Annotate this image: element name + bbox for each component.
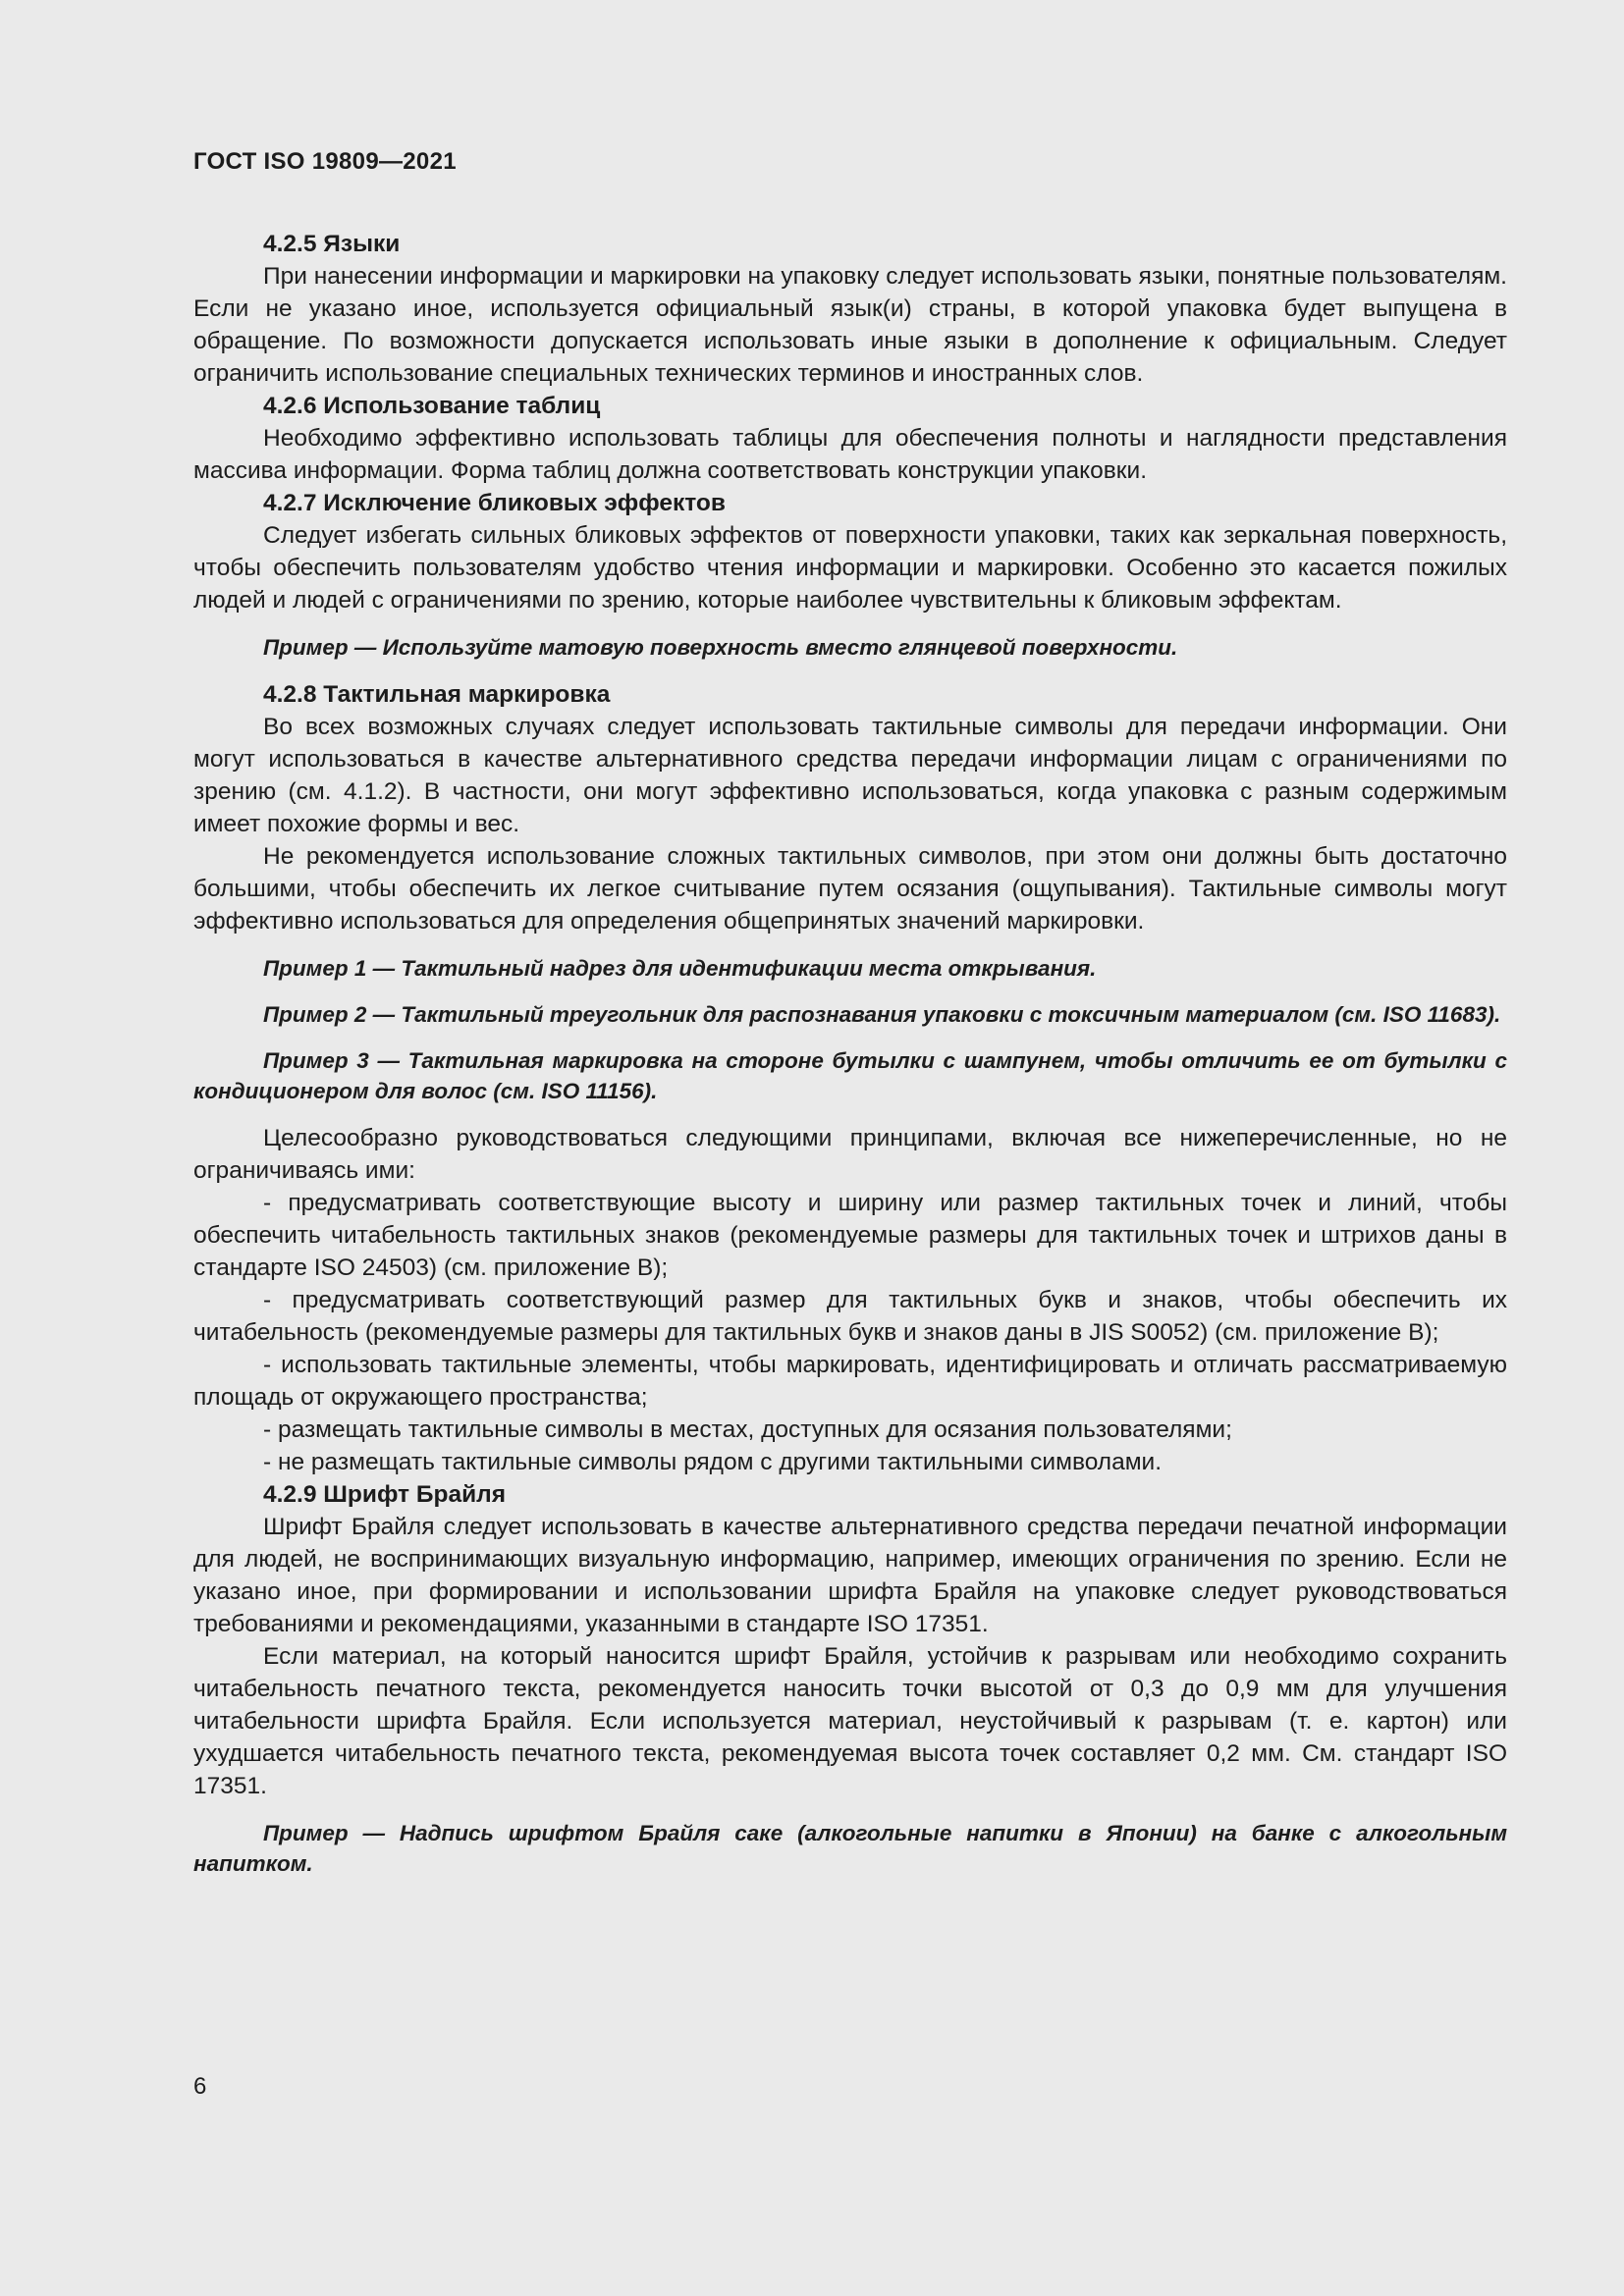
paragraph: Не рекомендуется использование сложных тактильных символов, при этом они должны быть достаточно большими, чтобы обеспечить их легкое считывание путем осязания (ощупывания). Тактильные символы могут эффективно использоваться для определения общепринятых значений маркировки. — [193, 843, 1507, 934]
document-body — [193, 228, 1507, 1895]
paragraph: При нанесении информации и маркировки на упаковку следует использовать языки, понятные пользователям. Если не указано иное, используется официальный язык(и) страны, в которой упаковка будет выпущена в обращение. По возможности допускается использовать иные языки в дополнение к официальным. Следует ограничить использование специальных технических терминов и иностранных слов. — [193, 263, 1507, 387]
example-note-1: Пример 1 — Тактильный надрез для идентификации места открывания. — [263, 956, 1097, 981]
section-heading-4-2-9: 4.2.9 Шрифт Брайля — [263, 1481, 506, 1508]
example-note: Пример — Используйте матовую поверхность вместо глянцевой поверхности. — [263, 635, 1178, 660]
list-item: - предусматривать соответствующие высоту и ширину или размер тактильных точек и линий, чтобы обеспечить читабельность тактильных знаков (рекомендуемые размеры для тактильных точек и штрихов даны в стандарте ISO 24503) (см. приложение В); — [193, 1190, 1507, 1281]
list-item: - не размещать тактильные символы рядом с другими тактильными символами. — [263, 1449, 1163, 1475]
document-page — [193, 0, 1507, 2296]
paragraph: Шрифт Брайля следует использовать в качестве альтернативного средства передачи печатной информации для людей, не воспринимающих визуальную информацию, например, имеющих ограничения по зрению. Если не указано иное, при формировании и использовании шрифта Брайля на упаковке следует руководствоваться требованиями и рекомендациями, указанными в стандарте ISO 17351. — [193, 1514, 1507, 1637]
example-note: Пример — Надпись шрифтом Брайля саке (алкогольные напитки в Японии) на банке с алкогольным напитком. — [193, 1821, 1507, 1876]
example-note-2: Пример 2 — Тактильный треугольник для распознавания упаковки с токсичным материалом (см. ISO 11683). — [263, 1002, 1501, 1027]
section-heading-4-2-8: 4.2.8 Тактильная маркировка — [263, 681, 611, 708]
paragraph: Во всех возможных случаях следует использовать тактильные символы для передачи информации. Они могут использоваться в качестве альтернативного средства передачи информации лицам с ограничениями по зрению (см. 4.1.2). В частности, они могут эффективно использоваться, когда упаковка с разным содержимым имеет похожие формы и вес. — [193, 714, 1507, 837]
list-item: - предусматривать соответствующий размер для тактильных букв и знаков, чтобы обеспечить их читабельность (рекомендуемые размеры для тактильных букв и знаков даны в JIS S0052) (см. приложение В); — [193, 1287, 1507, 1346]
section-heading-4-2-5: 4.2.5 Языки — [263, 231, 401, 257]
section-heading-4-2-6: 4.2.6 Использование таблиц — [263, 393, 601, 419]
paragraph: Необходимо эффективно использовать таблицы для обеспечения полноты и наглядности представления массива информации. Форма таблиц должна соответствовать конструкции упаковки. — [193, 425, 1507, 484]
paragraph: Целесообразно руководствоваться следующими принципами, включая все нижеперечисленные, но не ограничиваясь ими: — [193, 1125, 1507, 1184]
document-header: ГОСТ ISO 19809—2021 — [193, 148, 457, 175]
page-number: 6 — [193, 2073, 207, 2100]
section-heading-4-2-7: 4.2.7 Исключение бликовых эффектов — [263, 490, 726, 516]
paragraph: Если материал, на который наносится шрифт Брайля, устойчив к разрывам или необходимо сохранить читабельность печатного текста, рекомендуется наносить точки высотой от 0,3 до 0,9 мм для улучшения читабельности шрифта Брайля. Если используется материал, неустойчивый к разрывам (т. е. картон) или ухудшается читабельность печатного текста, рекомендуемая высота точек составляет 0,2 мм. См. стандарт ISO 17351. — [193, 1643, 1507, 1799]
paragraph: Следует избегать сильных бликовых эффектов от поверхности упаковки, таких как зеркальная поверхность, чтобы обеспечить пользователям удобство чтения информации и маркировки. Особенно это касается пожилых людей и людей с ограничениями по зрению, которые наиболее чувствительны к бликовым эффектам. — [193, 522, 1507, 614]
list-item: - размещать тактильные символы в местах, доступных для осязания пользователями; — [263, 1416, 1232, 1443]
example-note-3: Пример 3 — Тактильная маркировка на стороне бутылки с шампунем, чтобы отличить ее от бутылки с кондиционером для волос (см. ISO 11156). — [193, 1048, 1507, 1103]
list-item: - использовать тактильные элементы, чтобы маркировать, идентифицировать и отличать рассматриваемую площадь от окружающего пространства; — [193, 1352, 1507, 1411]
